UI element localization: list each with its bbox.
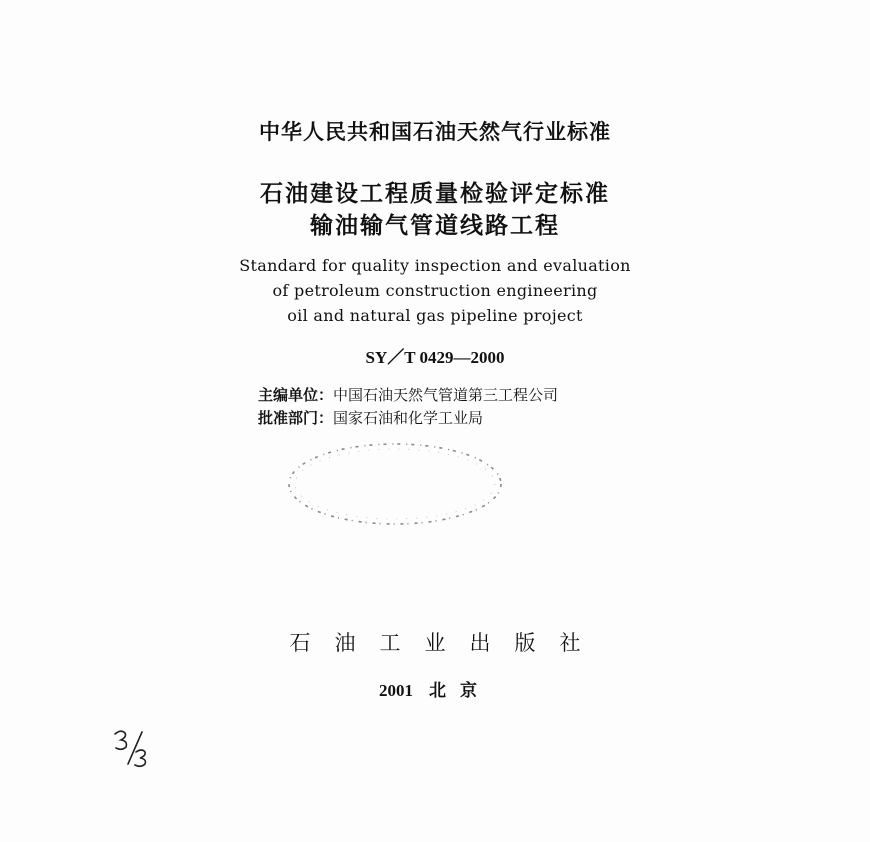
approving-department-value: 国家石油和化学工业局	[333, 409, 484, 427]
approving-department-label: 批准部门：	[258, 409, 334, 427]
editor-unit-value: 中国石油天然气管道第三工程公司	[333, 386, 559, 404]
title-english-line-3: oil and natural gas pipeline project	[287, 306, 583, 325]
editor-unit-row	[258, 384, 558, 405]
publication-info	[0, 676, 870, 701]
handwritten-page-mark	[112, 728, 156, 768]
publication-city: 北京	[429, 681, 491, 700]
title-chinese-line-2: 输油输气管道线路工程	[310, 213, 560, 239]
title-english-line-2: of petroleum construction engineering	[272, 281, 598, 300]
title-chinese-line-1: 石油建设工程质量检验评定标准	[260, 181, 610, 207]
faded-seal-stamp	[283, 440, 513, 530]
approving-department-row	[258, 407, 483, 428]
standard-code: SY／T 0429—2000	[365, 348, 505, 367]
publication-year: 2001	[379, 681, 413, 700]
industry-standard-header: 中华人民共和国石油天然气行业标准	[259, 120, 611, 144]
publisher-name: 石油工业出版社	[289, 631, 605, 655]
editor-unit-label: 主编单位：	[258, 386, 334, 404]
title-english-line-1: Standard for quality inspection and evaluation	[239, 256, 631, 275]
